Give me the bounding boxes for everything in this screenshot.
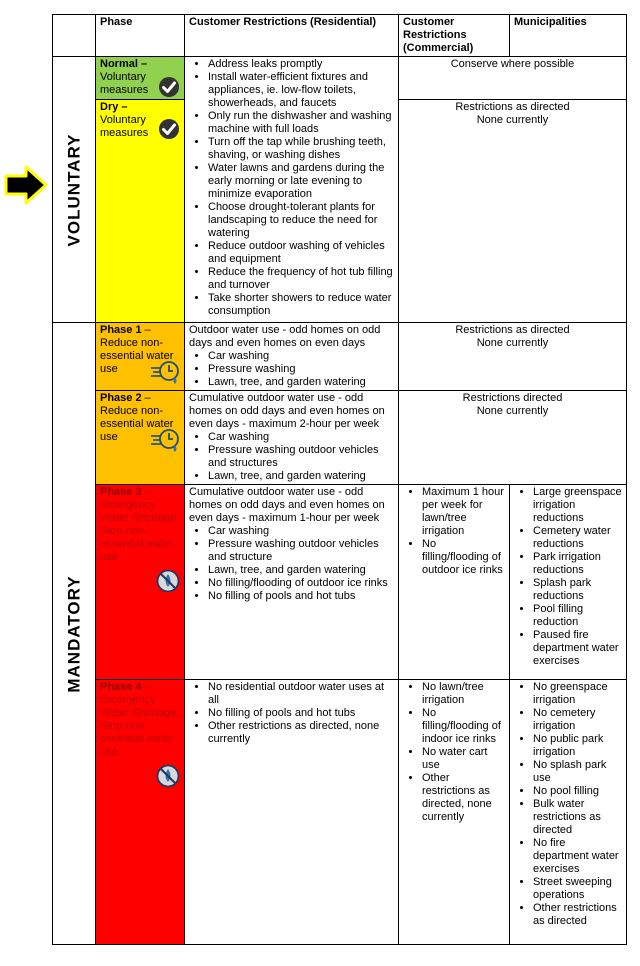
phase-3-desc: – Emergency Water Shortage: Stop non-essential water use xyxy=(100,486,180,563)
phase-2-shared-line2: None currently xyxy=(476,405,549,417)
list-item: • Bulk water restrictions as directed xyxy=(533,798,622,837)
list-item: • Pressure washing xyxy=(208,363,394,376)
list-item: • No filling/flooding of outdoor ice rinks xyxy=(422,538,505,577)
group-voluntary xyxy=(53,57,96,323)
no-water-icon xyxy=(156,569,180,593)
phase-2-shared xyxy=(399,391,627,485)
phase-normal xyxy=(96,57,185,100)
list-item: • Lawn, tree, and garden watering xyxy=(208,564,394,577)
header-residential: Customer Restrictions (Residential) xyxy=(185,15,399,57)
list-item: • Park irrigation reductions xyxy=(533,551,622,577)
list-item: • Take shorter showers to reduce water consumption xyxy=(208,292,394,318)
dry-shared-line2: None currently xyxy=(476,114,549,126)
row-phase4 xyxy=(53,680,627,945)
phase-1-intro: Outdoor water use - odd homes on odd days and even homes on even days xyxy=(189,324,381,349)
no-water-icon xyxy=(156,764,180,788)
phase-4-desc: – Emergency Water Shortage: Stop non-essential water use xyxy=(100,681,180,758)
list-item: • Other restrictions as directed, none currently xyxy=(422,772,505,824)
phase-1 xyxy=(96,323,185,391)
list-item: • Reduce outdoor washing of vehicles and equipment xyxy=(208,240,394,266)
list-item: • Splash park reductions xyxy=(533,577,622,603)
list-item: • No filling/flooding of indoor ice rinks xyxy=(422,707,505,746)
list-item: • No splash park use xyxy=(533,759,622,785)
list-item: • Other restrictions as directed xyxy=(533,902,622,928)
list-item: • Address leaks promptly xyxy=(208,58,394,71)
row-phase3 xyxy=(53,485,627,680)
phase-dry-desc: Voluntary measures xyxy=(100,114,149,139)
list-item: • Car washing xyxy=(208,350,394,363)
row-normal xyxy=(53,57,627,100)
check-circle-icon xyxy=(158,76,180,98)
list-item: • No filling of pools and hot tubs xyxy=(208,590,394,603)
list-item: • No pool filling xyxy=(533,785,622,798)
water-restrictions-table xyxy=(52,14,627,945)
list-item: • Lawn, tree, and garden watering xyxy=(208,376,394,389)
list-item: • Pressure washing outdoor vehicles and structure xyxy=(208,538,394,564)
phase-2-desc: – Reduce non-essential water use xyxy=(100,392,174,443)
list-item: • No cemetery irrigation xyxy=(533,707,622,733)
list-item: • No water cart use xyxy=(422,746,505,772)
list-item: • Lawn, tree, and garden watering xyxy=(208,470,394,483)
list-item: • Reduce the frequency of hot tub filling and turnover xyxy=(208,266,394,292)
list-item: • No residential outdoor water uses at all xyxy=(208,681,394,707)
list-item: • Pool filling reduction xyxy=(533,603,622,629)
list-item: • No public park irrigation xyxy=(533,733,622,759)
phase-2-name: Phase 2 xyxy=(100,392,142,404)
list-item: • Pressure washing outdoor vehicles and structures xyxy=(208,444,394,470)
voluntary-residential xyxy=(185,57,399,323)
timed-watering-icon xyxy=(150,427,180,453)
row-phase1 xyxy=(53,323,627,391)
phase-1-shared xyxy=(399,323,627,391)
header-municipalities: Municipalities xyxy=(510,15,627,57)
list-item: • Street sweeping operations xyxy=(533,876,622,902)
header-blank xyxy=(53,15,96,57)
dry-shared xyxy=(399,100,627,323)
phase-dry xyxy=(96,100,185,323)
phase-4-commercial xyxy=(399,680,510,945)
list-item: • Large greenspace irrigation reductions xyxy=(533,486,622,525)
list-item: • No filling of pools and hot tubs xyxy=(208,707,394,720)
normal-shared: Conserve where possible xyxy=(399,57,627,100)
phase-3 xyxy=(96,485,185,680)
phase-normal-name: Normal – xyxy=(100,58,148,70)
header-row xyxy=(53,15,627,57)
phase-normal-desc: Voluntary measures xyxy=(100,71,149,96)
phase-1-desc: – Reduce non-essential water use xyxy=(100,324,174,375)
list-item: • No filling/flooding of outdoor ice rinks xyxy=(208,577,394,590)
phase-4-municipal xyxy=(510,680,627,945)
list-item: • Choose drought-tolerant plants for landscaping to reduce the need for watering xyxy=(208,201,394,240)
list-item: • Car washing xyxy=(208,525,394,538)
list-item: • Car washing xyxy=(208,431,394,444)
list-item: • No fire department water exercises xyxy=(533,837,622,876)
list-item: • Install water-efficient fixtures and appliances, ie. low-flow toilets, showerheads, and faucets xyxy=(208,71,394,110)
phase-1-shared-line1: Restrictions as directed xyxy=(455,324,570,336)
phase-2-residential xyxy=(185,391,399,485)
list-item: • Other restrictions as directed, none currently xyxy=(208,720,394,746)
phase-4 xyxy=(96,680,185,945)
phase-3-intro: Cumulative outdoor water use - odd homes on odd days and even homes on even days - maximum 1-hour per week xyxy=(189,486,385,524)
list-item: • No greenspace irrigation xyxy=(533,681,622,707)
phase-4-name: Phase 4 xyxy=(100,681,142,693)
phase-2-intro: Cumulative outdoor water use - odd homes on odd days and even homes on even days - maximum 2-hour per week xyxy=(189,392,385,430)
group-mandatory xyxy=(53,323,96,945)
phase-4-residential xyxy=(185,680,399,945)
header-commercial: Customer Restrictions (Commercial) xyxy=(399,15,510,57)
phase-3-residential xyxy=(185,485,399,680)
phase-3-name: Phase 3 xyxy=(100,486,142,498)
group-voluntary-label: VOLUNTARY xyxy=(64,133,84,246)
phase-1-shared-line2: None currently xyxy=(476,337,549,349)
phase-1-name: Phase 1 xyxy=(100,324,142,336)
dry-shared-line1: Restrictions as directed xyxy=(455,101,570,113)
phase-2 xyxy=(96,391,185,485)
list-item: • Maximum 1 hour per week for lawn/tree irrigation xyxy=(422,486,505,538)
phase-1-residential xyxy=(185,323,399,391)
header-phase: Phase xyxy=(96,15,185,57)
check-circle-icon xyxy=(158,118,180,140)
group-mandatory-label: MANDATORY xyxy=(64,574,84,693)
list-item: • Cemetery water reductions xyxy=(533,525,622,551)
row-phase2 xyxy=(53,391,627,485)
current-level-arrow-icon xyxy=(4,165,48,205)
phase-3-commercial xyxy=(399,485,510,680)
list-item: • Turn off the tap while brushing teeth, shaving, or washing dishes xyxy=(208,136,394,162)
phase-2-shared-line1: Restrictions directed xyxy=(462,392,563,404)
list-item: • Water lawns and gardens during the early morning or late evening to minimize evaporation xyxy=(208,162,394,201)
phase-dry-name: Dry – xyxy=(100,101,128,113)
phase-3-municipal xyxy=(510,485,627,680)
timed-watering-icon xyxy=(150,359,180,385)
list-item: • No lawn/tree irrigation xyxy=(422,681,505,707)
list-item: • Only run the dishwasher and washing machine with full loads xyxy=(208,110,394,136)
list-item: • Paused fire department water exercises xyxy=(533,629,622,668)
